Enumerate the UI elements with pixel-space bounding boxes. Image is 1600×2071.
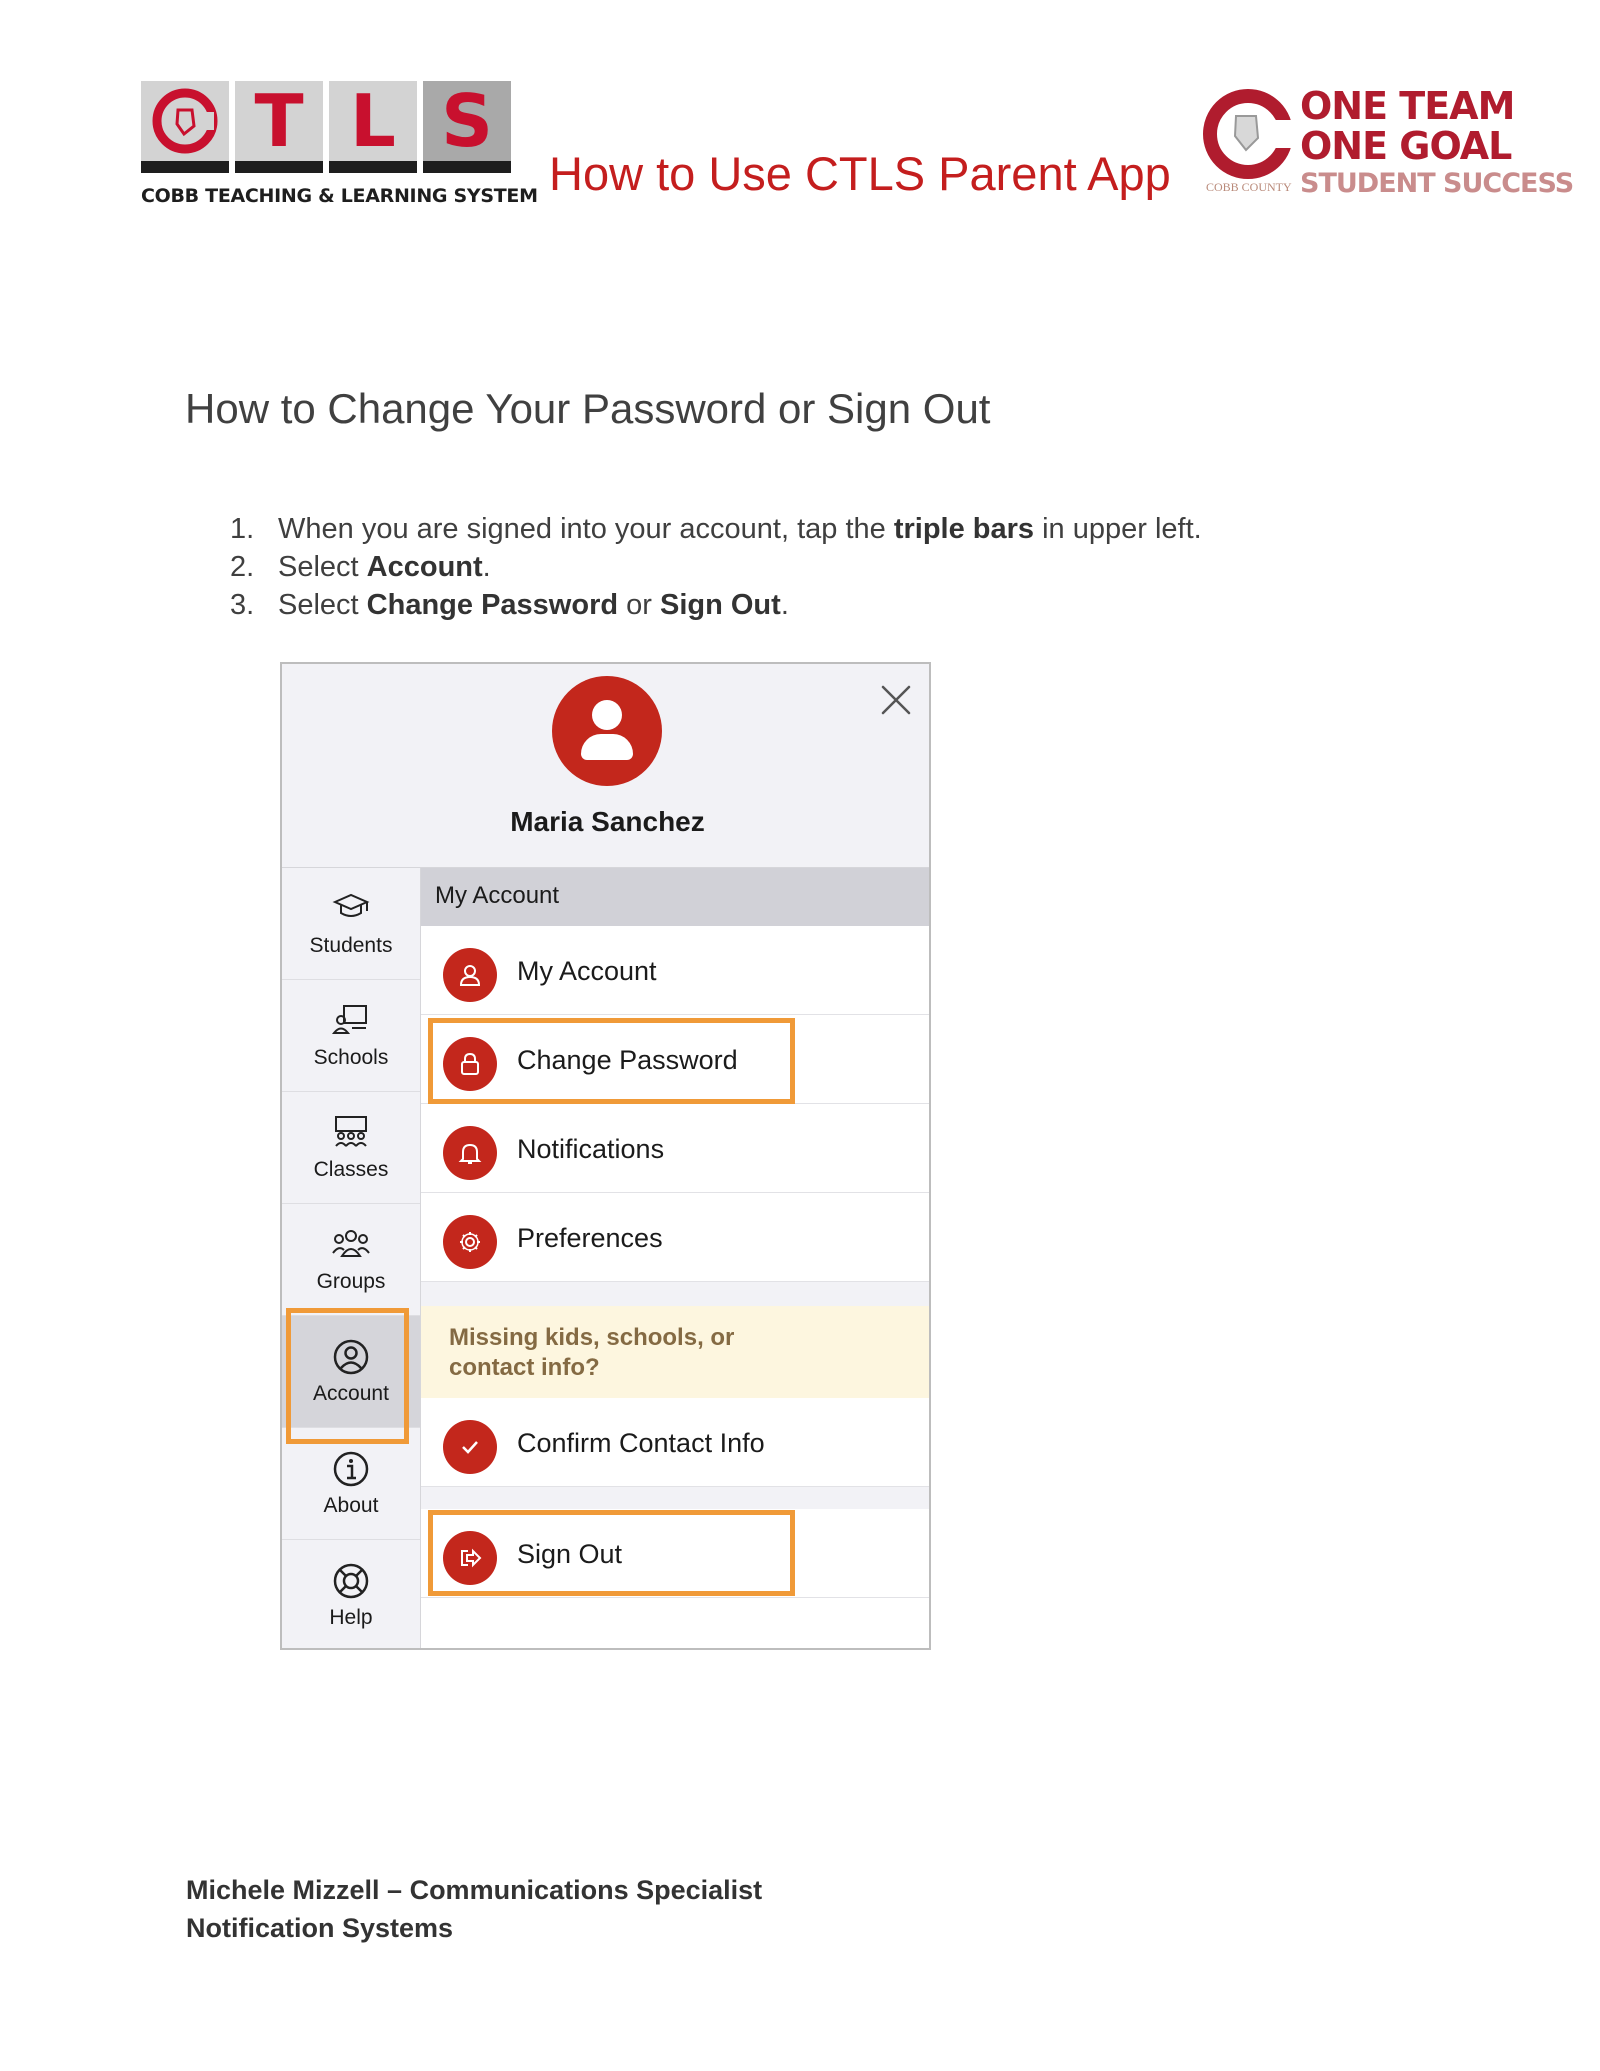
document-title: How to Use CTLS Parent App: [549, 147, 1171, 200]
nav-item-help[interactable]: Help: [282, 1540, 420, 1650]
classes-icon: [332, 1114, 370, 1148]
menu-item-notifications[interactable]: Notifications: [421, 1104, 931, 1193]
nav-item-schools[interactable]: Schools: [282, 980, 420, 1092]
checkmark-icon: [443, 1420, 497, 1474]
nav-item-about[interactable]: About: [282, 1428, 420, 1540]
ctls-tagline: COBB TEACHING & LEARNING SYSTEM: [141, 185, 538, 207]
menu-item-sign-out[interactable]: Sign Out: [421, 1509, 931, 1598]
gear-icon: [443, 1215, 497, 1269]
menu-item-change-password[interactable]: Change Password: [421, 1015, 931, 1104]
graduation-cap-icon: [332, 890, 370, 924]
bell-icon: [443, 1126, 497, 1180]
menu-item-my-account[interactable]: My Account: [421, 926, 931, 1015]
footer: [186, 1871, 762, 1947]
nav-item-account[interactable]: Account: [282, 1316, 420, 1428]
ctls-logo-l: L: [329, 81, 417, 173]
menu-item-confirm-contact-info[interactable]: Confirm Contact Info: [421, 1398, 931, 1487]
section-heading: How to Change Your Password or Sign Out: [185, 385, 991, 432]
footer-department: Notification Systems: [186, 1913, 454, 1943]
user-icon: [443, 948, 497, 1002]
ctls-logo-s: S: [423, 81, 511, 173]
app-screenshot: [280, 662, 931, 1650]
close-icon[interactable]: [878, 682, 914, 718]
slogan-line-2: ONE GOAL: [1300, 124, 1512, 168]
district-name: COBB COUNTY: [1206, 180, 1292, 194]
nav-item-groups[interactable]: Groups: [282, 1204, 420, 1316]
nav-item-students[interactable]: Students: [282, 868, 420, 980]
highlight-change-password: [428, 1018, 795, 1104]
ctls-logo-t: T: [235, 81, 323, 173]
panel-header: My Account: [421, 868, 931, 926]
side-nav: [282, 867, 421, 1650]
ctls-logo-c: [141, 81, 229, 173]
cobb-county-c-icon: [1200, 86, 1296, 182]
school-icon: [332, 1002, 370, 1036]
one-team-one-goal-logo: [1200, 84, 1574, 204]
groups-icon: [332, 1226, 370, 1260]
avatar: [552, 676, 662, 786]
profile-header: [282, 664, 929, 867]
highlight-account: [286, 1308, 409, 1444]
cobb-seal-icon: [150, 86, 220, 156]
missing-info-notice: Missing kids, schools, or contact info?: [421, 1306, 931, 1398]
info-icon: [332, 1450, 370, 1488]
slogan-line-1: ONE TEAM: [1300, 84, 1515, 128]
highlight-sign-out: [428, 1510, 795, 1596]
nav-item-classes[interactable]: Classes: [282, 1092, 420, 1204]
slogan-line-3: STUDENT SUCCESS: [1300, 168, 1574, 199]
ctls-logo: [141, 79, 538, 211]
footer-author: Michele Mizzell – Communications Specialist: [186, 1875, 763, 1905]
menu-item-preferences[interactable]: Preferences: [421, 1193, 931, 1282]
lifebuoy-icon: [332, 1562, 370, 1600]
user-name: Maria Sanchez: [510, 806, 705, 837]
